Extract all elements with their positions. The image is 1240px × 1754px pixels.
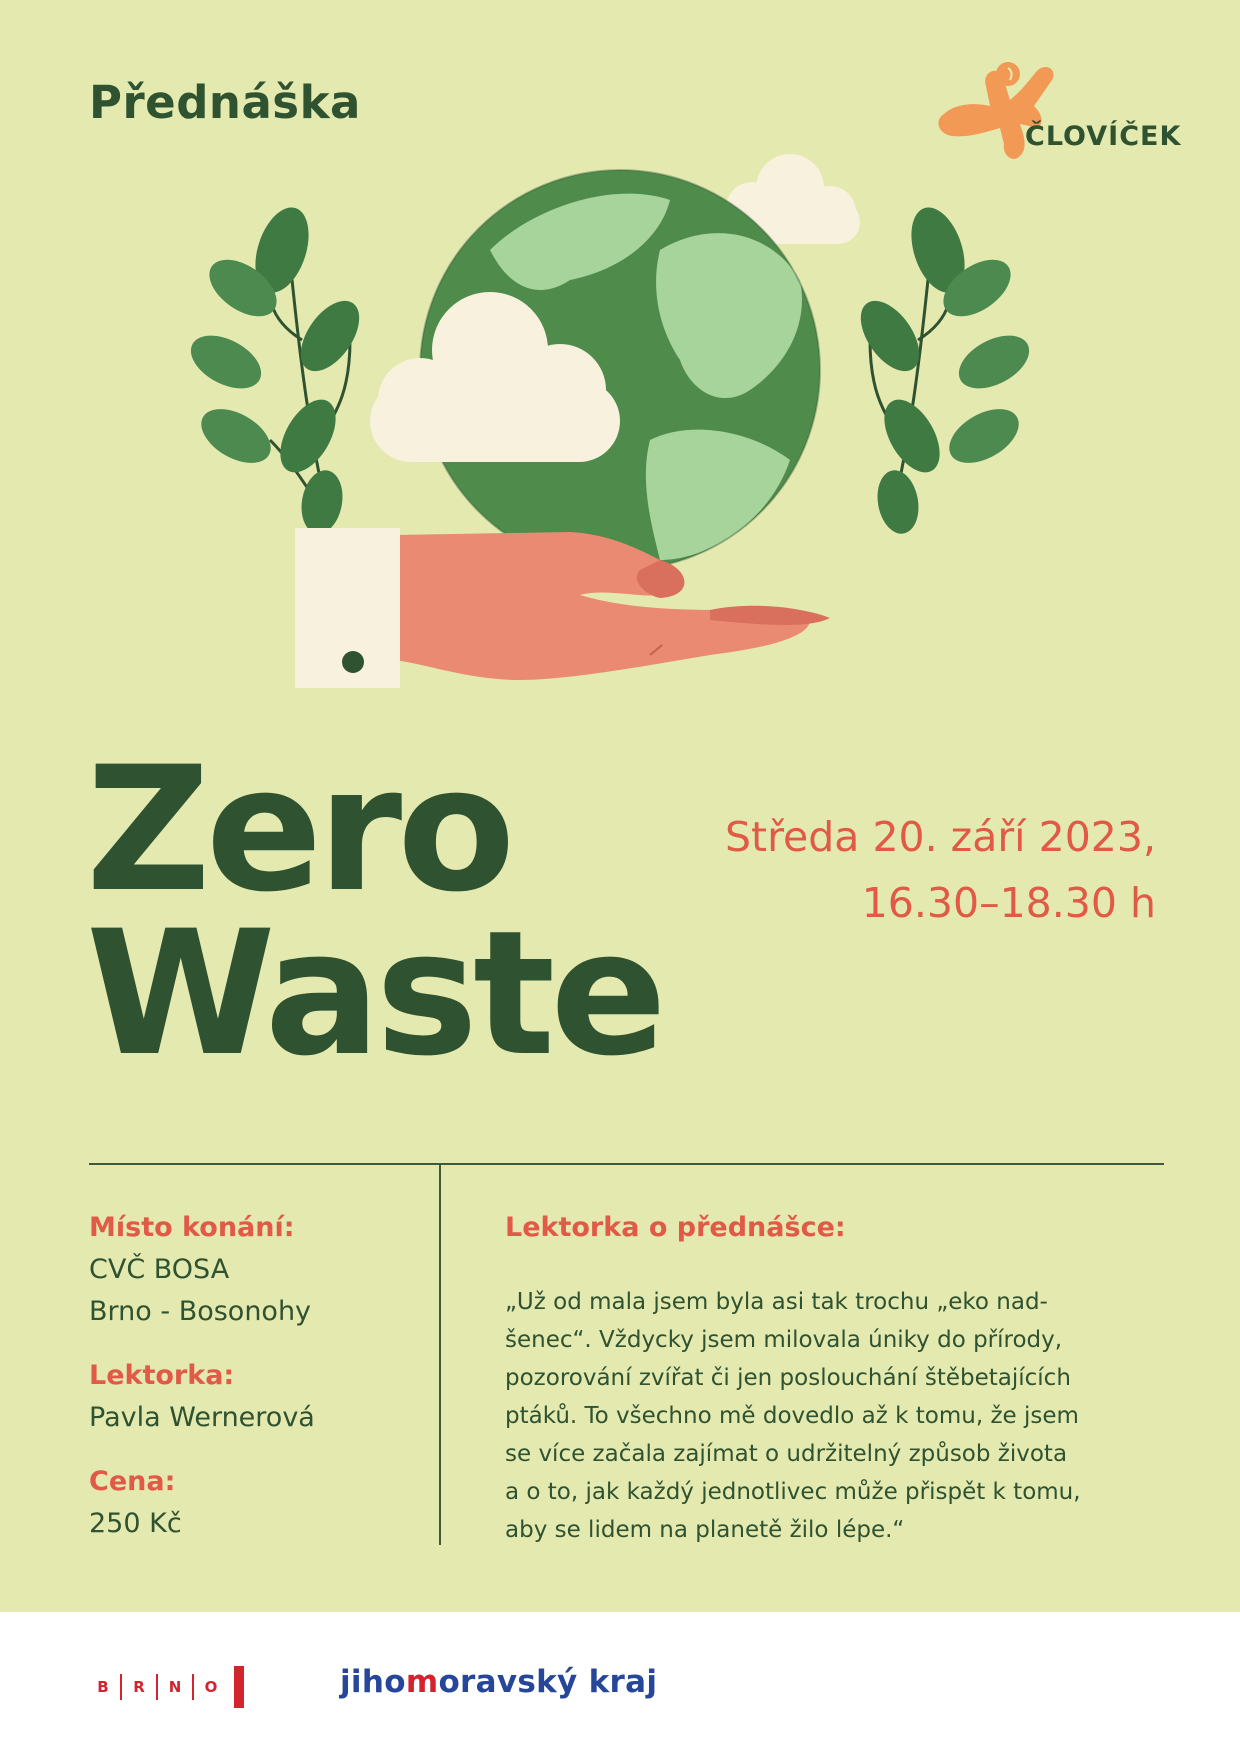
price-label: Cena:: [89, 1466, 176, 1497]
jmk-prefix: jiho: [340, 1664, 406, 1700]
venue-label: Místo konání:: [89, 1212, 295, 1243]
sponsor-footer: [0, 1612, 1240, 1754]
time-line: 16.30–18.30 h: [861, 879, 1156, 927]
brno-logo: [86, 1666, 244, 1708]
event-details: [89, 1207, 429, 1545]
quote-line: „Už od mala jsem byla asi tak trochu „eko nad-: [505, 1289, 1048, 1315]
lecturer-name: Pavla Wernerová: [89, 1402, 315, 1433]
quote-line: aby se lidem na planetě žilo lépe.“: [505, 1517, 905, 1543]
venue-address: Brno - Bosonohy: [89, 1296, 312, 1327]
brno-letter: N: [168, 1678, 182, 1696]
event-date: [725, 804, 1156, 936]
logo-text: ČLOVÍČEK: [1025, 121, 1182, 152]
jmk-highlight: m: [405, 1664, 439, 1700]
price-value: 250 Kč: [89, 1508, 182, 1539]
brno-letter: R: [133, 1678, 145, 1696]
hand-icon: [295, 528, 830, 688]
jmk-suffix: oravský kraj: [438, 1664, 658, 1700]
about-quote: [505, 1283, 1145, 1549]
quote-line: pozorování zvířat či jen poslouchání štěbetajících: [505, 1365, 1071, 1391]
venue-name: CVČ BOSA: [89, 1254, 230, 1285]
quote-line: ptáků. To všechno mě dovedlo až k tomu, že jsem: [505, 1403, 1079, 1429]
illustration: [190, 140, 1050, 720]
jihomoravsky-kraj-logo: [340, 1664, 657, 1700]
title-line-1: Zero: [86, 729, 511, 930]
brno-letter: O: [204, 1678, 218, 1696]
lecturer-about: [505, 1207, 1145, 1549]
leaf-branch-icon: [190, 201, 371, 537]
divider-vertical: [439, 1165, 441, 1545]
quote-line: se více začala zajímat o udržitelný způsob života: [505, 1441, 1068, 1467]
about-heading: Lektorka o přednášce:: [505, 1212, 846, 1243]
date-line-1: Středa 20. září 2023,: [724, 813, 1156, 861]
event-type: Přednáška: [89, 76, 361, 129]
lecturer-label: Lektorka:: [89, 1360, 235, 1391]
quote-line: a o to, jak každý jednotlivec může přispět k tomu,: [505, 1479, 1081, 1505]
divider-horizontal: [89, 1163, 1164, 1165]
event-title: [86, 729, 662, 1094]
title-line-2: Waste: [86, 893, 662, 1094]
leaf-branch-icon: [849, 201, 1038, 537]
brno-letter: B: [97, 1678, 109, 1696]
quote-line: šenec“. Vždycky jsem milovala úniky do přírody,: [505, 1327, 1063, 1353]
